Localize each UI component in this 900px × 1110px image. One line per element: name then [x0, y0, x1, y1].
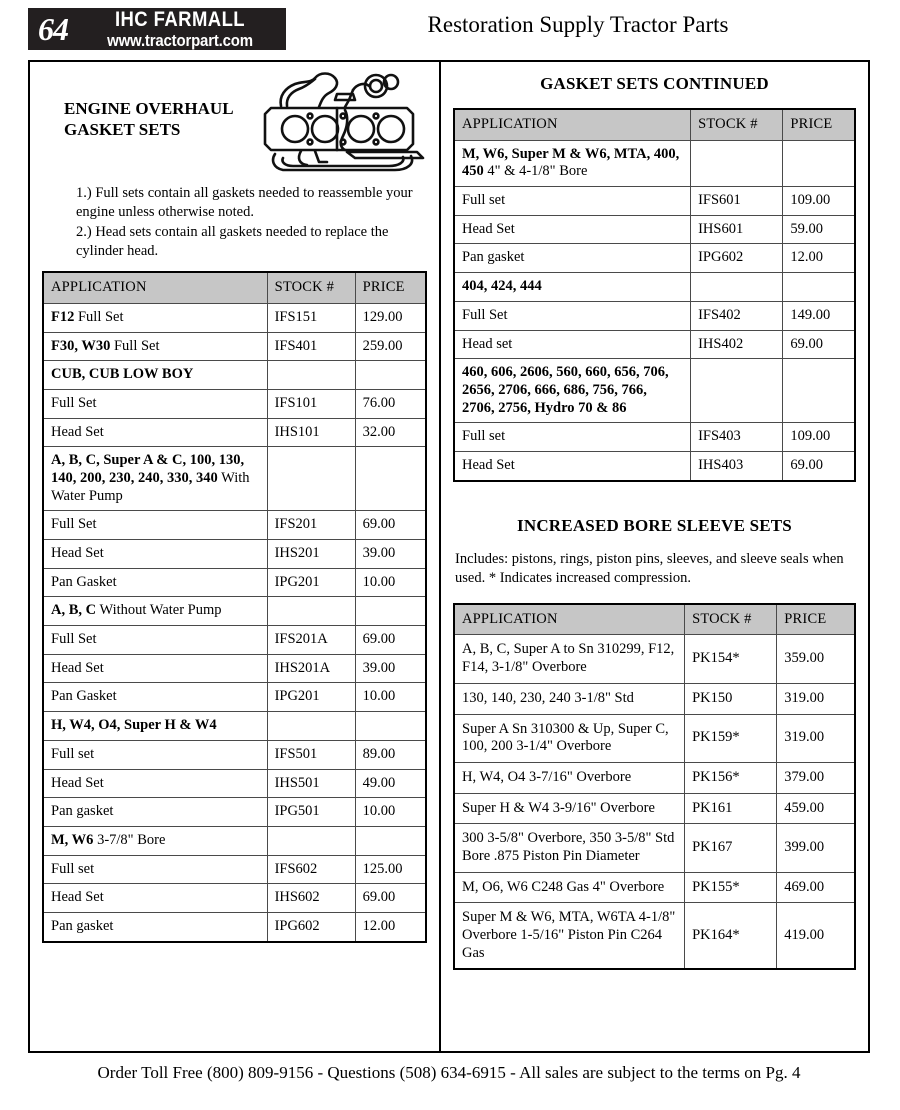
cell-application: M, O6, W6 C248 Gas 4" Overbore: [454, 872, 685, 903]
cell-price: 12.00: [783, 244, 855, 273]
cell-price: [355, 361, 426, 390]
cell-price: 399.00: [777, 824, 855, 872]
cell-price: 259.00: [355, 332, 426, 361]
table-row: [454, 683, 855, 714]
cell-stock-number: PK164*: [685, 903, 777, 970]
cell-stock-number: IHS101: [267, 418, 355, 447]
cell-application: 460, 606, 2606, 560, 660, 656, 706, 2656, 2706, 666, 686, 756, 766, 2706, 2756, Hydro 70 & 86: [454, 359, 691, 423]
cell-stock-number: IPG201: [267, 683, 355, 712]
cell-application: Super M & W6, MTA, W6TA 4-1/8" Overbore 1-5/16" Piston Pin C264 Gas: [454, 903, 685, 970]
cell-application: Full set: [454, 423, 691, 452]
heading-line-2: GASKET SETS: [64, 120, 181, 140]
cell-application: 404, 424, 444: [454, 273, 691, 302]
table-row: [43, 447, 426, 511]
table-row: [454, 714, 855, 762]
cell-stock-number: [267, 826, 355, 855]
table-row: [454, 451, 855, 480]
cell-application: Super H & W4 3-9/16" Overbore: [454, 793, 685, 824]
catalog-content-box: [28, 60, 870, 1053]
cell-application: Head set: [454, 330, 691, 359]
cell-application: H, W4, O4 3-7/16" Overbore: [454, 762, 685, 793]
increased-bore-sleeve-sets-heading: INCREASED BORE SLEEVE SETS: [517, 515, 792, 535]
cell-price: 319.00: [777, 683, 855, 714]
cell-price: 149.00: [783, 301, 855, 330]
table-row: [43, 418, 426, 447]
right-column: [441, 62, 868, 1051]
table-row: [43, 798, 426, 827]
heading-line-1: ENGINE OVERHAUL: [64, 99, 234, 118]
column-header-application: APPLICATION: [43, 272, 267, 303]
sleeve-table-body: [454, 635, 855, 969]
page-header: [28, 8, 870, 56]
sleeve-sets-note: Includes: pistons, rings, piston pins, sleeves, and sleeve seals when used. * Indicates increased compression.: [455, 550, 844, 587]
cell-application: Pan Gasket: [43, 568, 267, 597]
cell-stock-number: [267, 361, 355, 390]
cell-price: 419.00: [777, 903, 855, 970]
cell-price: 469.00: [777, 872, 855, 903]
table-row: [43, 303, 426, 332]
table-row: [454, 330, 855, 359]
cell-application: Full set: [43, 855, 267, 884]
note-1: 1.) Full sets contain all gaskets needed to reassemble your engine unless otherwise noted.: [76, 185, 413, 221]
cell-price: [355, 447, 426, 511]
cell-stock-number: IFS151: [267, 303, 355, 332]
right-gasket-table-body: [454, 140, 855, 480]
cell-price: [355, 826, 426, 855]
cell-price: 10.00: [355, 683, 426, 712]
table-row: [43, 884, 426, 913]
cell-price: 125.00: [355, 855, 426, 884]
cell-stock-number: [691, 359, 783, 423]
cell-application: Head Set: [43, 654, 267, 683]
cell-application: M, W6 3-7/8" Bore: [43, 826, 267, 855]
table-row: [43, 654, 426, 683]
table-row: [454, 140, 855, 186]
cell-stock-number: PK156*: [685, 762, 777, 793]
cell-stock-number: [691, 140, 783, 186]
cell-stock-number: IFS403: [691, 423, 783, 452]
gasket-sets-continued-table: [453, 108, 856, 482]
page-number: 64: [38, 11, 68, 47]
cell-stock-number: IHS201A: [267, 654, 355, 683]
table-row: [454, 903, 855, 970]
cell-stock-number: IHS201: [267, 540, 355, 569]
cell-price: [783, 359, 855, 423]
cell-application: Pan gasket: [43, 798, 267, 827]
table-row: [43, 626, 426, 655]
cell-price: 49.00: [355, 769, 426, 798]
cell-application: 300 3-5/8" Overbore, 350 3-5/8" Std Bore .875 Piston Pin Diameter: [454, 824, 685, 872]
cell-stock-number: [267, 712, 355, 741]
cell-stock-number: IFS602: [267, 855, 355, 884]
table-row: [43, 769, 426, 798]
table-row: [454, 824, 855, 872]
company-title: Restoration Supply Tractor Parts: [427, 12, 729, 37]
table-row: [454, 273, 855, 302]
cell-application: CUB, CUB LOW BOY: [43, 361, 267, 390]
cell-price: 359.00: [777, 635, 855, 683]
cell-price: [355, 597, 426, 626]
cell-price: 32.00: [355, 418, 426, 447]
cell-application: Head Set: [43, 884, 267, 913]
cell-stock-number: IHS403: [691, 451, 783, 480]
table-row: [454, 359, 855, 423]
cell-application: Pan gasket: [454, 244, 691, 273]
table-row: [43, 740, 426, 769]
cell-application: Full set: [43, 740, 267, 769]
table-row: [454, 762, 855, 793]
cell-stock-number: IFS601: [691, 187, 783, 216]
table-row: [43, 361, 426, 390]
table-row: [43, 568, 426, 597]
cell-application: A, B, C, Super A & C, 100, 130, 140, 200, 230, 240, 330, 340 With Water Pump: [43, 447, 267, 511]
column-header-price: PRICE: [777, 604, 855, 635]
table-row: [454, 187, 855, 216]
cell-stock-number: PK161: [685, 793, 777, 824]
table-row: [43, 540, 426, 569]
cell-price: 12.00: [355, 912, 426, 941]
cell-stock-number: PK150: [685, 683, 777, 714]
cell-stock-number: IFS201: [267, 511, 355, 540]
table-row: [454, 244, 855, 273]
cell-price: 59.00: [783, 215, 855, 244]
cell-price: 69.00: [783, 330, 855, 359]
column-header-stock: STOCK #: [691, 109, 783, 140]
table-row: [454, 872, 855, 903]
cell-application: Full Set: [43, 389, 267, 418]
cell-price: 10.00: [355, 568, 426, 597]
brand-lines: [78, 9, 282, 49]
cell-application: Full set: [454, 187, 691, 216]
cell-price: 129.00: [355, 303, 426, 332]
cell-application: F12 Full Set: [43, 303, 267, 332]
cell-application: Head Set: [454, 451, 691, 480]
table-row: [43, 912, 426, 941]
table-row: [454, 635, 855, 683]
cell-price: 379.00: [777, 762, 855, 793]
column-header-stock: STOCK #: [267, 272, 355, 303]
table-row: [43, 389, 426, 418]
cell-stock-number: [267, 597, 355, 626]
table-row: [43, 826, 426, 855]
cell-application: Super A Sn 310300 & Up, Super C, 100, 200 3-1/4" Overbore: [454, 714, 685, 762]
table-row: [454, 301, 855, 330]
cell-price: 39.00: [355, 654, 426, 683]
table-row: [43, 332, 426, 361]
cell-application: M, W6, Super M & W6, MTA, 400, 450 4" & 4-1/8" Bore: [454, 140, 691, 186]
cell-price: 319.00: [777, 714, 855, 762]
cell-stock-number: IFS101: [267, 389, 355, 418]
gasket-sets-continued-heading: GASKET SETS CONTINUED: [540, 74, 769, 93]
cell-price: 109.00: [783, 423, 855, 452]
brand-website-url[interactable]: www.tractorpart.com: [107, 31, 253, 50]
cell-application: Full Set: [43, 511, 267, 540]
table-header-row: [454, 604, 855, 635]
table-header-row: [454, 109, 855, 140]
table-row: [43, 597, 426, 626]
cell-price: 459.00: [777, 793, 855, 824]
cell-application: Head Set: [43, 769, 267, 798]
cell-stock-number: [267, 447, 355, 511]
cell-price: 89.00: [355, 740, 426, 769]
cell-price: 109.00: [783, 187, 855, 216]
cell-application: A, B, C Without Water Pump: [43, 597, 267, 626]
left-column: [30, 62, 439, 1051]
brand-name: IHC FARMALL: [114, 8, 246, 31]
cell-stock-number: IFS401: [267, 332, 355, 361]
table-row: [454, 793, 855, 824]
cell-stock-number: PK155*: [685, 872, 777, 903]
cell-stock-number: IPG602: [691, 244, 783, 273]
column-header-price: PRICE: [355, 272, 426, 303]
cell-stock-number: IPG602: [267, 912, 355, 941]
gasket-set-notes: [42, 176, 427, 271]
cell-application: F30, W30 Full Set: [43, 332, 267, 361]
engine-overhaul-gasket-sets-table: [42, 271, 427, 943]
left-table-body: [43, 303, 426, 941]
table-row: [43, 511, 426, 540]
cell-stock-number: PK154*: [685, 635, 777, 683]
cell-application: Head Set: [43, 540, 267, 569]
cell-price: 76.00: [355, 389, 426, 418]
cell-application: Pan Gasket: [43, 683, 267, 712]
cell-price: [783, 273, 855, 302]
column-header-stock: STOCK #: [685, 604, 777, 635]
cell-price: 69.00: [783, 451, 855, 480]
column-header-application: APPLICATION: [454, 109, 691, 140]
cell-price: 69.00: [355, 626, 426, 655]
cell-stock-number: IHS501: [267, 769, 355, 798]
cell-price: 69.00: [355, 511, 426, 540]
cell-application: Pan gasket: [43, 912, 267, 941]
cell-application: Head Set: [454, 215, 691, 244]
cell-stock-number: IFS201A: [267, 626, 355, 655]
engine-gasket-set-illustration: [257, 66, 429, 178]
table-row: [454, 423, 855, 452]
column-header-price: PRICE: [783, 109, 855, 140]
cell-price: 10.00: [355, 798, 426, 827]
table-header-row: [43, 272, 426, 303]
cell-stock-number: IFS402: [691, 301, 783, 330]
cell-application: H, W4, O4, Super H & W4: [43, 712, 267, 741]
cell-price: [355, 712, 426, 741]
cell-application: Full Set: [454, 301, 691, 330]
cell-stock-number: PK167: [685, 824, 777, 872]
cell-application: Full Set: [43, 626, 267, 655]
page-footer: Order Toll Free (800) 809-9156 - Questions (508) 634-6915 - All sales are subject to the terms on Pg. 4: [97, 1063, 801, 1082]
table-row: [43, 712, 426, 741]
cell-stock-number: PK159*: [685, 714, 777, 762]
engine-overhaul-gasket-sets-heading: [42, 68, 264, 141]
cell-stock-number: [691, 273, 783, 302]
increased-bore-sleeve-sets-table: [453, 603, 856, 971]
table-row: [454, 215, 855, 244]
cell-stock-number: IPG501: [267, 798, 355, 827]
cell-price: 69.00: [355, 884, 426, 913]
note-2: 2.) Head sets contain all gaskets needed to replace the cylinder head.: [76, 223, 389, 259]
cell-price: 39.00: [355, 540, 426, 569]
column-header-application: APPLICATION: [454, 604, 685, 635]
table-row: [43, 855, 426, 884]
cell-stock-number: IHS402: [691, 330, 783, 359]
cell-application: Head Set: [43, 418, 267, 447]
cell-stock-number: IPG201: [267, 568, 355, 597]
brand-banner: [28, 8, 286, 50]
cell-price: [783, 140, 855, 186]
cell-application: A, B, C, Super A to Sn 310299, F12, F14, 3-1/8" Overbore: [454, 635, 685, 683]
cell-stock-number: IHS602: [267, 884, 355, 913]
cell-stock-number: IHS601: [691, 215, 783, 244]
left-column-header: [42, 68, 427, 176]
table-row: [43, 683, 426, 712]
cell-stock-number: IFS501: [267, 740, 355, 769]
cell-application: 130, 140, 230, 240 3-1/8" Std: [454, 683, 685, 714]
